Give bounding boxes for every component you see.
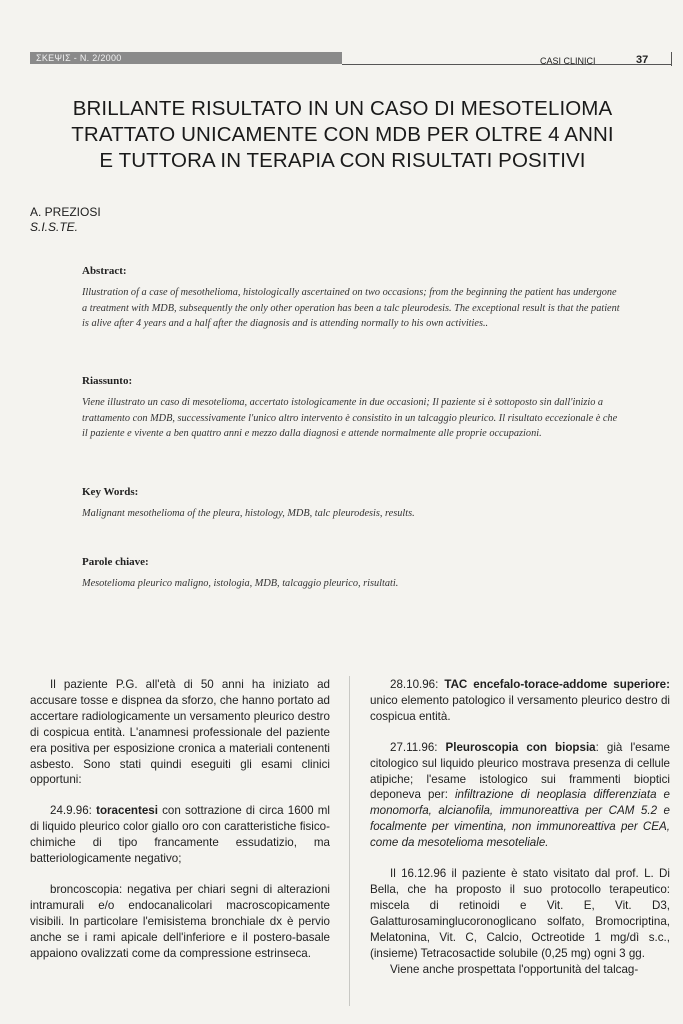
riassunto-heading: Riassunto: <box>82 375 133 387</box>
abstract-heading: Abstract: <box>82 265 127 277</box>
parole-heading: Parole chiave: <box>82 556 149 568</box>
abstract-section <box>82 265 622 332</box>
tac-term: TAC encefalo-torace-addome superiore: <box>444 678 670 691</box>
left-paragraph-2 <box>30 803 330 867</box>
title-line-1: BRILLANTE RISULTATO IN UN CASO DI MESOTELIOMA <box>72 97 613 120</box>
tac-date: 28.10.96: <box>390 678 445 691</box>
right-paragraph-4: Viene anche prospettata l'opportunità del talcag- <box>390 962 639 976</box>
pleuroscopia-date: 27.11.96: <box>390 740 446 754</box>
keywords-section <box>82 486 622 522</box>
right-paragraph-1 <box>370 677 670 725</box>
keywords-heading: Key Words: <box>82 486 139 498</box>
toracentesi-date: 24.9.96: <box>50 804 97 818</box>
article-title <box>40 96 645 174</box>
journal-name: ΣΚΕΨΙΣ - N. 2/2000 <box>36 53 122 63</box>
page-number: 37 <box>636 54 649 66</box>
left-paragraph-1: Il paziente P.G. all'età di 50 anni ha iniziato ad accusare tosse e dispnea da sforzo, che hanno portato ad accertare radiologicamente un versamento pleurico destro di cospicua entità. L'anamnesi professionale del paziente era positiva per esposizione cronica a materiali contenenti asbesto. Sono stati quindi eseguiti gli esami clinici opportuni: <box>30 678 330 787</box>
title-line-3: E TUTTORA IN TERAPIA CON RISULTATI POSITIVI <box>99 149 586 172</box>
author-block <box>30 205 101 235</box>
column-divider <box>349 676 350 1006</box>
section-name: CASI CLINICI <box>540 56 596 66</box>
pleuroscopia-finding: infiltrazione di neoplasia differenziata e monomorfa, alcianofila, immunoreattiva per CAM 5.2 e focalmente per vimentina, non immunoreattiva per CEA, come da mesotelioma mesoteliale. <box>370 788 670 850</box>
parole-text: Mesotelioma pleurico maligno, istologia, MDB, talcaggio pleurico, risultati. <box>82 578 399 589</box>
left-paragraph-3: broncoscopia: negativa per chiari segni di alterazioni intramurali e/o endocanalicolari macroscopicamente visibili. In particolare l'emisistema bronchiale dx è pervio anche se i rami apicale dell'inferiore e il postero-basale appaiono ovalizzati come da compressione estrinseca. <box>30 882 330 960</box>
toracentesi-text: con sottrazione di circa 1600 ml di liquido pleurico color giallo oro con caratteristiche fisico-chimiche di tipo francamente essudatizio, ma batteriologicamente negativo; <box>30 804 330 866</box>
right-column <box>370 677 670 992</box>
keywords-text: Malignant mesothelioma of the pleura, histology, MDB, talc pleurodesis, results. <box>82 508 415 519</box>
toracentesi-term: toracentesi <box>96 804 158 818</box>
header-tick <box>671 52 672 66</box>
riassunto-section <box>82 375 622 442</box>
riassunto-text: Viene illustrato un caso di mesotelioma, accertato istologicamente in due occasioni; Il paziente si è sottoposto sin dall'inizio a trattamento con MDB, successivamente l'unico altro intervento è consistito in un talcaggio pleurico. Il risultato eccezionale è che il paziente e vivente a ben quattro anni e mezzo dalla diagnosi e attende normalmente alle proprie occupazioni. <box>82 397 618 439</box>
title-line-2: TRATTATO UNICAMENTE CON MDB PER OLTRE 4 ANNI <box>71 123 614 146</box>
right-paragraph-2 <box>370 740 670 851</box>
parole-section <box>82 556 622 592</box>
left-column <box>30 677 330 977</box>
author-name: A. PREZIOSI <box>30 205 101 219</box>
author-affiliation: S.I.S.TE. <box>30 220 79 234</box>
abstract-text: Illustration of a case of mesothelioma, histologically ascertained on two occasions; from the beginning the patient has undergone a treatment with MDB, subsequently the only other operation has been a talc pleurodesis. The exceptional result is that the patient is alive after 4 years and a half after the diagnosis and is attending normally to his own activities.. <box>82 287 620 329</box>
header-rule <box>342 64 672 65</box>
pleuroscopia-text: : già l'esame citologico sul liquido pleurico mostrava presenza di cellule atipiche; l'esame istologico sui frammenti bioptici deponeva per: <box>370 740 670 802</box>
tac-text: unico elemento patologico il versamento pleurico destro di cospicua entità. <box>370 693 670 723</box>
pleuroscopia-term: Pleuroscopia con biopsia <box>445 740 596 754</box>
right-paragraph-3: Il 16.12.96 il paziente è stato visitato dal prof. L. Di Bella, che ha proposto il suo protocollo terapeutico: miscela di retinoidi e Vit. E, Vit. D3, Galatturosaminglucoronoglicano solfato, Bromocriptina, Melatonina, Vit. C, Calcio, Octreotide 1 mg/dì s.c., (insieme) Tetracosactide solubile (0,25 mg) ogni 3 gg. <box>370 867 670 960</box>
